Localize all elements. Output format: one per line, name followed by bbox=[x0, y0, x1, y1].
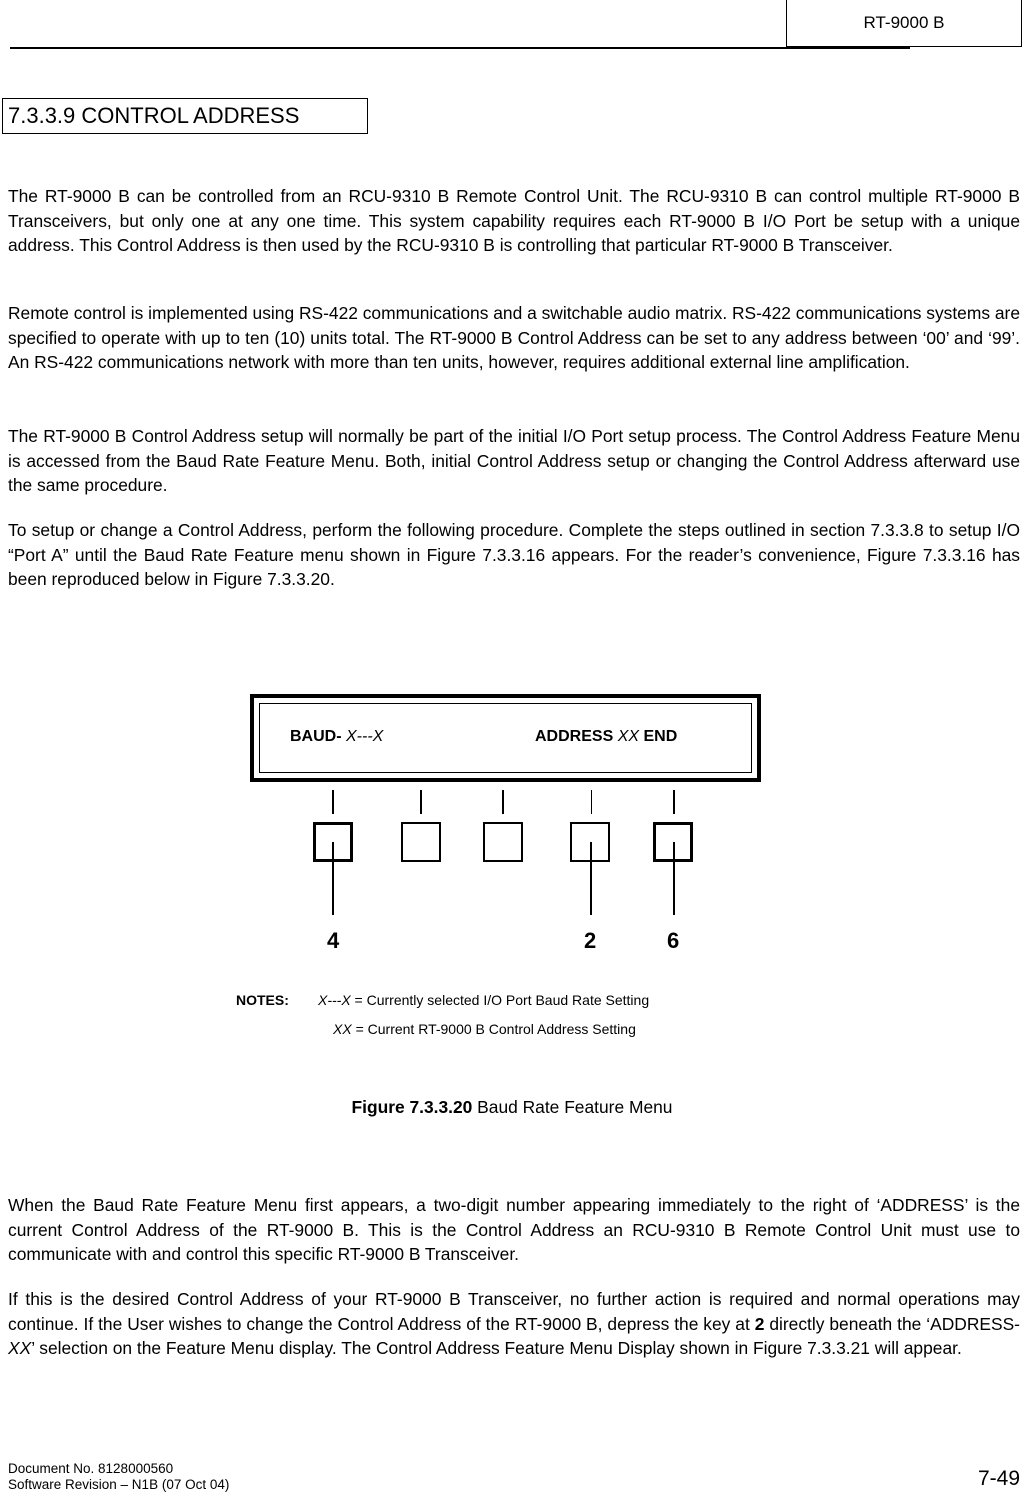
paragraph-5: When the Baud Rate Feature Menu first appears, a two-digit number appearing immediately to the right of ‘ADDRESS’ is the current Control Address of the RT-9000 B. This is the Control Address an RCU-9310 B Remote Control Unit must use to communicate with and control this specific RT-9000 B Transceiver. bbox=[8, 1195, 1020, 1264]
header-model: RT-9000 B bbox=[863, 13, 945, 32]
key-leader-line bbox=[332, 842, 334, 915]
baud-label: BAUD- bbox=[290, 728, 342, 745]
display-address-field bbox=[535, 728, 677, 746]
display-baud-field bbox=[290, 728, 383, 746]
end-label: END bbox=[643, 728, 678, 745]
para6-part3: ’ selection on the Feature Menu display. The Control Address Feature Menu Display shown in Figure 7.3.3.21 will appear. bbox=[31, 1338, 962, 1358]
footer-doc-info bbox=[8, 1461, 229, 1493]
tick-mark bbox=[502, 790, 504, 814]
key-number-4: 4 bbox=[327, 928, 340, 953]
display-inner-frame bbox=[259, 703, 752, 773]
note1-text: = Currently selected I/O Port Baud Rate Setting bbox=[350, 992, 650, 1008]
tick-mark bbox=[673, 790, 675, 814]
figure-notes bbox=[236, 986, 649, 1044]
para6-var: XX bbox=[8, 1338, 32, 1358]
feature-menu-display bbox=[250, 694, 761, 782]
caption-text: Baud Rate Feature Menu bbox=[472, 1097, 673, 1117]
page-number: 7-49 bbox=[977, 1467, 1020, 1490]
feature-key-2[interactable] bbox=[401, 822, 441, 862]
note2-text: = Current RT-9000 B Control Address Setting bbox=[351, 1021, 636, 1037]
key-number-6: 6 bbox=[667, 928, 680, 953]
paragraph-4: To setup or change a Control Address, perform the following procedure. Complete the steps outlined in section 7.3.3.8 to setup I/O “Port A” until the Baud Rate Feature menu shown in Figure 7.3.3.16 appears. For the reader’s convenience, Figure 7.3.3.16 has been reproduced below in Figure 7.3.3.20. bbox=[8, 520, 1020, 589]
paragraph-1: The RT-9000 B can be controlled from an RCU-9310 B Remote Control Unit. The RCU-9310 B can control multiple RT-9000 B Transceivers, but only one at any one time. This system capability requires each RT-9000 B I/O Port be setup with a unique address. This Control Address is then used by the RCU-9310 B is controlling that particular RT-9000 B Transceiver. bbox=[8, 186, 1020, 255]
caption-number: Figure 7.3.3.20 bbox=[351, 1097, 473, 1117]
footer-software-revision: Software Revision – N1B (07 Oct 04) bbox=[8, 1477, 230, 1492]
footer-doc-number: Document No. 8128000560 bbox=[8, 1461, 174, 1476]
note1-var: X---X bbox=[318, 992, 351, 1008]
para6-part1: If this is the desired Control Address of your RT-9000 B Transceiver, no further action is required and normal operations may continue. If the User wishes to change the Control Address of the RT-9000 B, depress the key at bbox=[8, 1289, 1020, 1334]
para6-key: 2 bbox=[754, 1313, 770, 1334]
key-leader-line bbox=[673, 842, 675, 915]
paragraph-3: The RT-9000 B Control Address setup will normally be part of the initial I/O Port setup process. The Control Address Feature Menu is accessed from the Baud Rate Feature Menu. Both, initial Control Address setup or changing the Control Address afterward use the same procedure. bbox=[8, 426, 1020, 495]
paragraph-2: Remote control is implemented using RS-422 communications and a switchable audio matrix. RS-422 communications systems are specified to operate with up to ten (10) units total. The RT-9000 B Control Address can be set to any address between ‘00’ and ‘99’. An RS-422 communications network with more than ten units, however, requires additional external line amplification. bbox=[8, 303, 1021, 372]
tick-mark bbox=[420, 790, 422, 814]
note2-var: XX bbox=[333, 1021, 352, 1037]
key-number-2: 2 bbox=[584, 928, 597, 953]
baud-value: X---X bbox=[346, 728, 384, 745]
address-label: ADDRESS bbox=[535, 728, 614, 745]
tick-mark bbox=[332, 790, 334, 814]
paragraph-6 bbox=[8, 1287, 1020, 1361]
note-line-2 bbox=[236, 1015, 649, 1044]
tick-mark bbox=[591, 790, 592, 814]
note-line-1 bbox=[236, 986, 649, 1015]
section-title-box bbox=[2, 98, 368, 134]
address-value: XX bbox=[617, 728, 640, 745]
notes-label: NOTES: bbox=[236, 992, 289, 1008]
section-title: 7.3.3.9 CONTROL ADDRESS bbox=[8, 103, 300, 128]
feature-key-3[interactable] bbox=[483, 822, 523, 862]
header-model-box bbox=[786, 0, 1022, 47]
para6-part2: directly beneath the ‘ADDRESS- bbox=[769, 1313, 1020, 1334]
figure-caption bbox=[0, 1097, 1024, 1118]
header-rule bbox=[10, 47, 910, 49]
key-leader-line bbox=[590, 842, 592, 915]
